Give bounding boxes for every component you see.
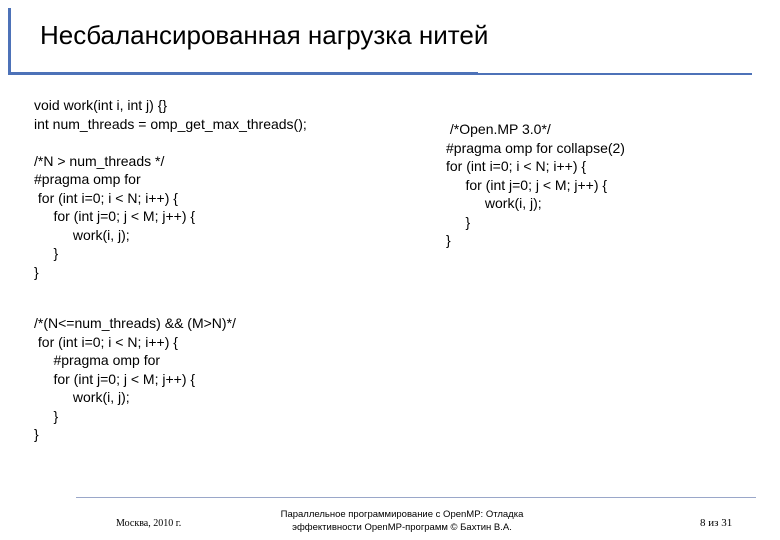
code-line: #pragma omp for collapse(2) [446,139,625,156]
code-line: for (int j=0; j < M; j++) { [34,370,196,387]
code-line: /*Open.MP 3.0*/ [446,121,551,137]
slide-number: 8 из 31 [700,517,733,529]
footer-course-line-2: эффективности OpenMP-программ © Бахтин В.А. [292,522,512,533]
code-block-unbalanced [34,96,307,281]
code-block-collapse [446,120,625,250]
code-line: } [34,426,39,442]
code-line: for (int j=0; j < M; j++) { [34,208,196,224]
code-line: } [34,245,59,261]
footer-location-date: Москва, 2010 г. [116,518,182,529]
code-line: /*N > num_threads */ [34,152,165,169]
footer-divider [76,497,756,498]
code-line: for (int i=0; i < N; i++) { [34,189,178,206]
code-line: work(i, j); [446,195,542,211]
code-line: /*(N<=num_threads) && (M>N)*/ [34,315,236,331]
code-line: for (int i=0; i < N; i++) { [446,158,587,174]
title-accent-bar [8,8,11,74]
code-line: } [446,232,451,248]
code-line: #pragma omp for [34,352,161,368]
code-line: for (int i=0; i < N; i++) { [34,333,178,350]
code-line: for (int j=0; j < M; j++) { [446,176,608,193]
slide-title: Несбалансированная нагрузка нитей [40,20,489,50]
code-line: } [34,263,39,280]
code-line: } [446,213,471,230]
code-line: void work(int i, int j) {} [34,97,168,113]
code-line: work(i, j); [34,226,130,243]
code-line: #pragma omp for [34,171,141,187]
footer-course-title [262,508,542,534]
title-underline-extension [478,73,752,75]
code-line [34,133,307,152]
footer-course-line-1: Параллельное программирование с OpenMP: Отладка [280,509,524,520]
code-line: } [34,407,59,424]
code-line: work(i, j); [34,389,130,405]
code-line: int num_threads = omp_get_max_threads(); [34,115,307,132]
title-underline [8,72,478,75]
code-block-inner-parallel [34,314,236,444]
